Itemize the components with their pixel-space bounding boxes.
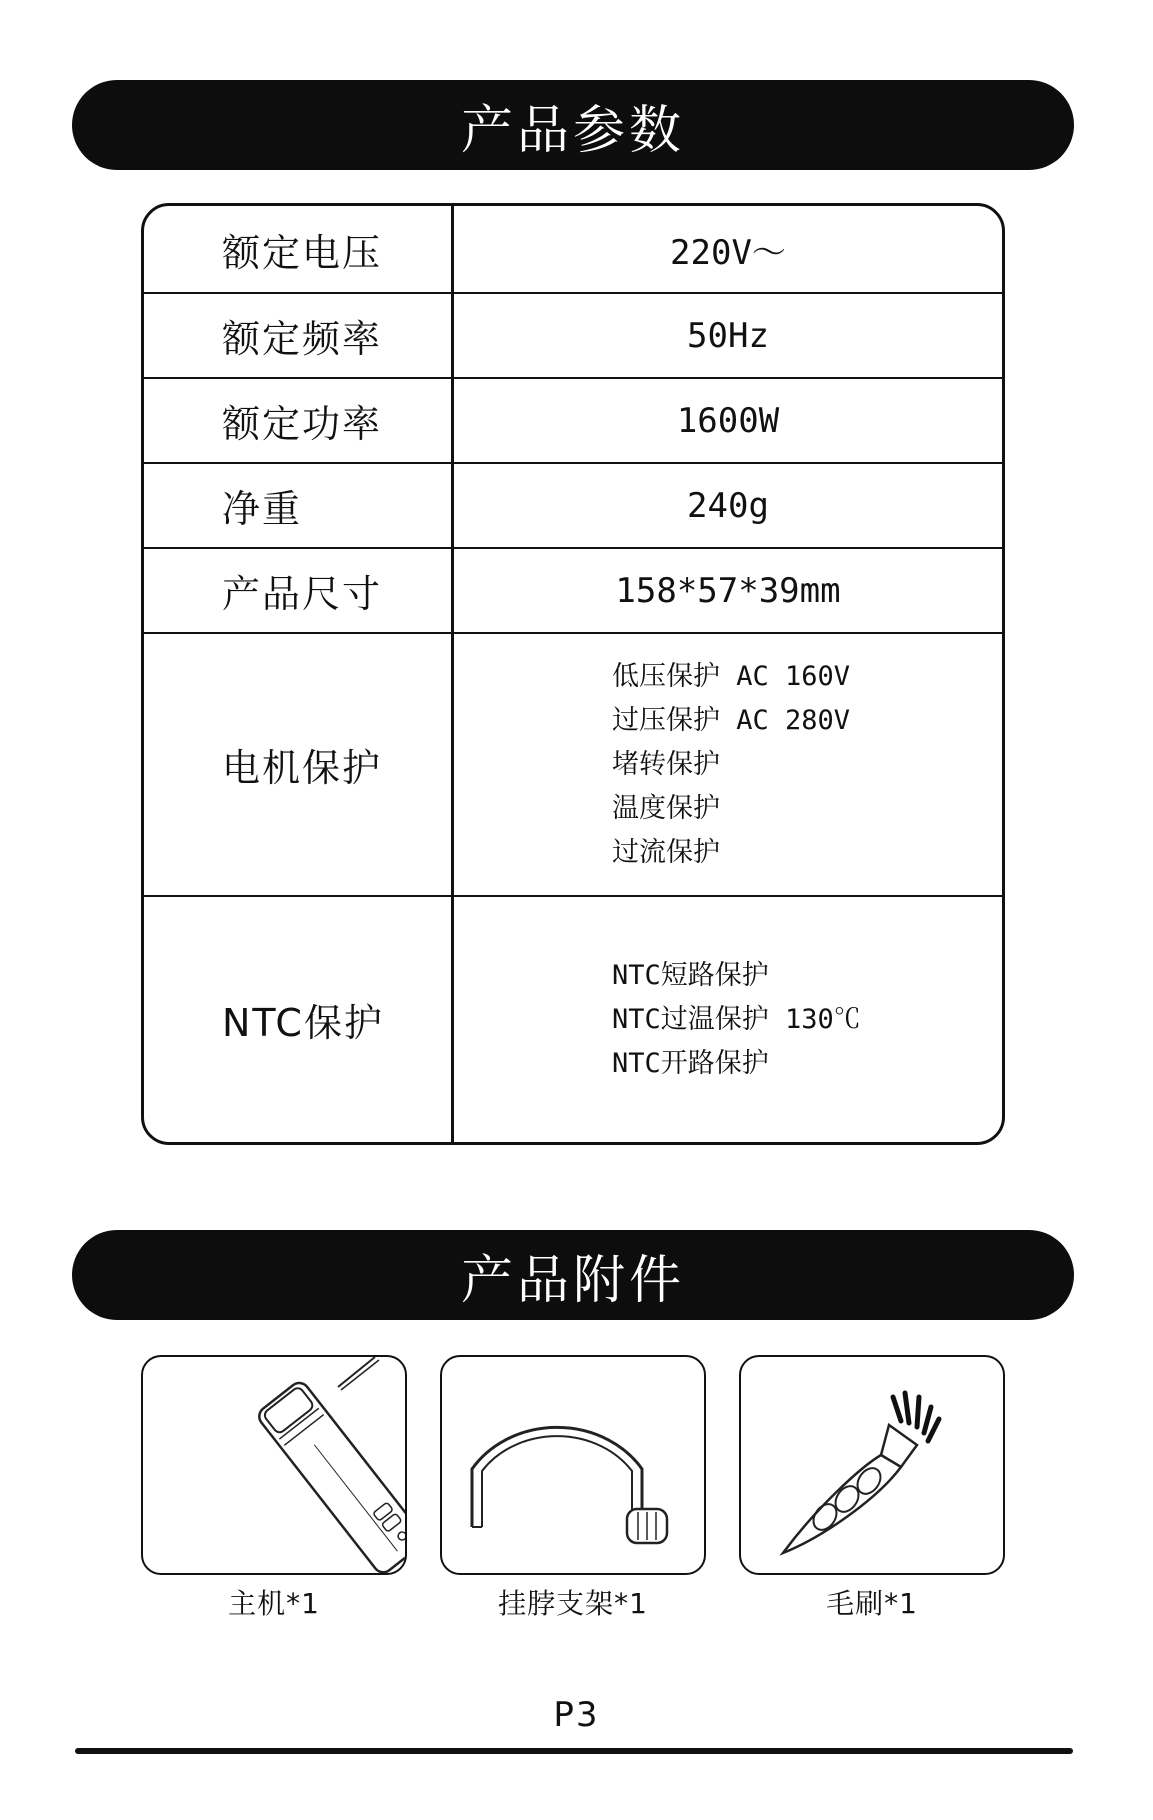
brush-icon: [741, 1357, 1003, 1573]
spec-label: NTC保护: [144, 897, 454, 1142]
spec-value: 220V～: [670, 232, 786, 273]
spec-value-list: [454, 897, 1002, 1142]
spec-value-item: 过流保护: [612, 836, 720, 868]
spec-value: 1600W: [676, 400, 780, 441]
accessory-card-brush: [739, 1355, 1005, 1575]
accessory-caption: 毛刷*1: [826, 1587, 918, 1620]
spec-row: [144, 206, 1002, 294]
main-unit-icon: [143, 1357, 405, 1573]
accessory-caption: 挂脖支架*1: [498, 1587, 648, 1620]
spec-row: [144, 634, 1002, 897]
spec-value-item: NTC短路保护: [612, 959, 769, 991]
spec-value-item: 低压保护 AC 160V: [612, 660, 851, 692]
spec-row: [144, 294, 1002, 379]
spec-label: 额定功率: [144, 379, 454, 462]
spec-value-item: NTC过温保护 130℃: [612, 1003, 861, 1035]
accessory-card-neck-bracket: [440, 1355, 706, 1575]
spec-value-list: [454, 634, 1002, 895]
spec-row: [144, 379, 1002, 464]
accessory-card-main-unit: [141, 1355, 407, 1575]
spec-value-item: 过压保护 AC 280V: [612, 704, 851, 736]
spec-value: 158*57*39mm: [615, 570, 841, 611]
section-banner-specs: [72, 80, 1074, 170]
accessory-caption: 主机*1: [228, 1587, 320, 1620]
spec-value-item: 堵转保护: [612, 748, 720, 780]
spec-table: [141, 203, 1005, 1145]
spec-row: [144, 549, 1002, 634]
section-banner-accessories: [72, 1230, 1074, 1320]
spec-row: [144, 897, 1002, 1142]
spec-label: 净重: [144, 464, 454, 547]
section-title-specs: 产品参数: [460, 100, 685, 161]
neck-bracket-icon: [442, 1357, 704, 1573]
section-title-accessories: 产品附件: [460, 1250, 685, 1311]
spec-value: 50Hz: [687, 315, 769, 356]
spec-label: 产品尺寸: [144, 549, 454, 632]
spec-value: 240g: [687, 485, 769, 526]
spec-row: [144, 464, 1002, 549]
footer-divider: [75, 1748, 1073, 1754]
spec-label: 额定频率: [144, 294, 454, 377]
spec-value-item: NTC开路保护: [612, 1047, 769, 1079]
page-number: P3: [553, 1695, 600, 1735]
spec-value-item: 温度保护: [612, 792, 720, 824]
spec-label: 额定电压: [144, 206, 454, 292]
spec-label: 电机保护: [144, 634, 454, 895]
